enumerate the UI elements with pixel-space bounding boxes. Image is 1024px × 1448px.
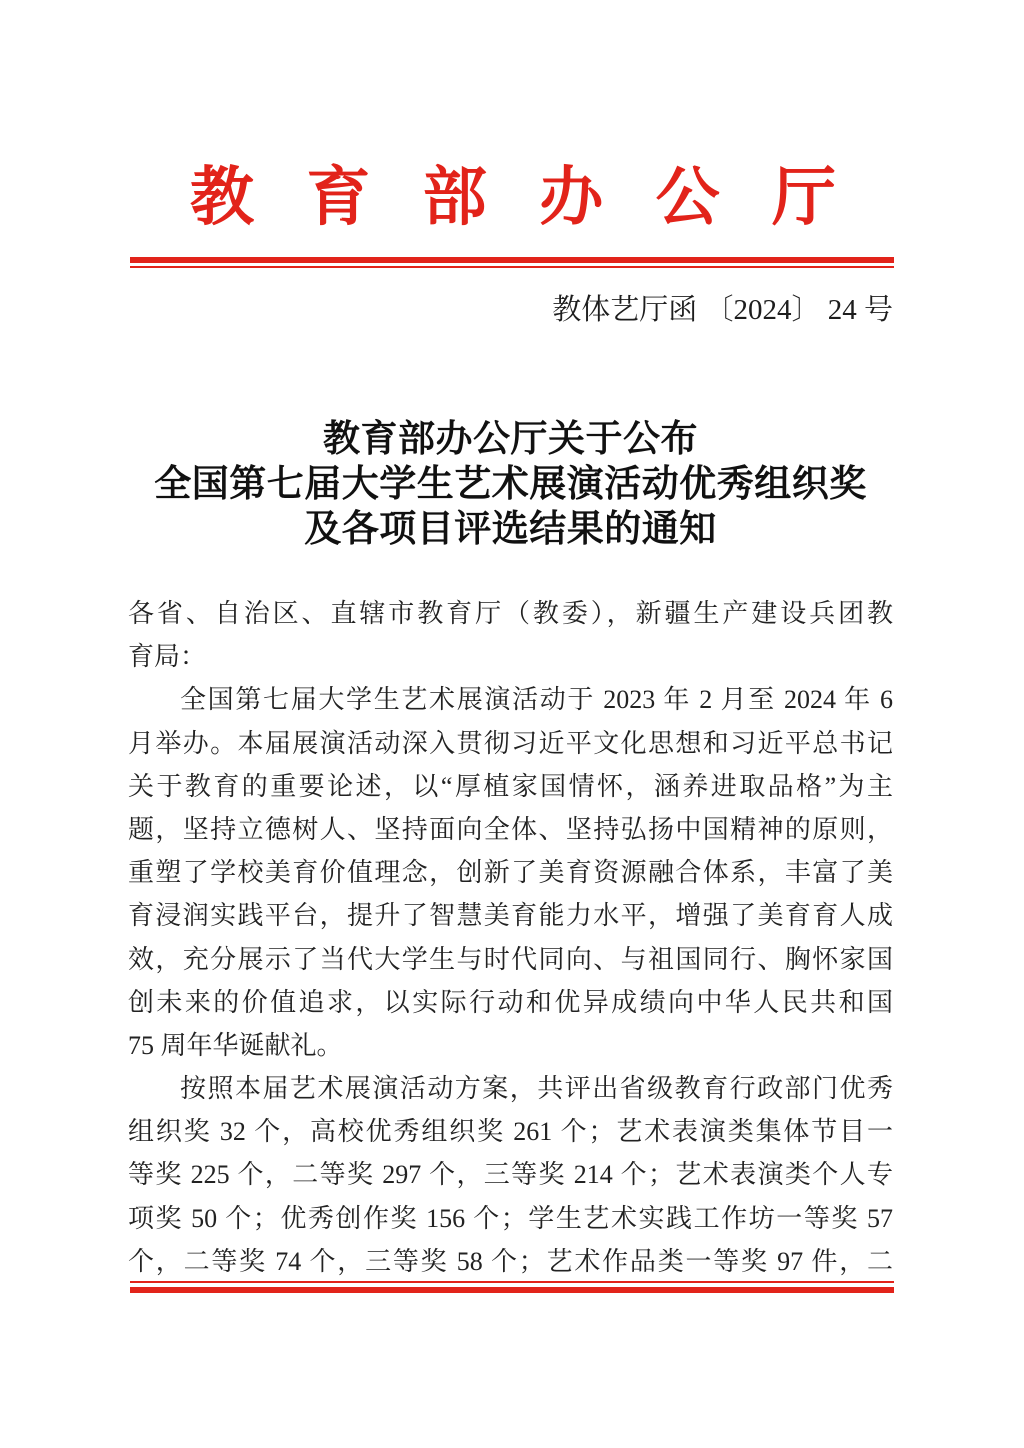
header-rule-thick [130,257,894,263]
body-text-line: 等奖 225 个，二等奖 297 个，三等奖 214 个；艺术表演类个人专 [128,1160,893,1190]
body-text-line: 育局： [128,642,207,672]
body-text-line: 重塑了学校美育价值理念，创新了美育资源融合体系，丰富了美 [128,858,893,888]
document-title [128,417,893,552]
header-rule-thin [130,266,894,268]
document-title-line: 及各项目评选结果的通知 [304,509,717,550]
document-title-line: 全国第七届大学生艺术展演活动优秀组织奖 [154,464,867,505]
document-title-line: 教育部办公厅关于公布 [323,419,698,460]
footer-rule-thick [130,1287,894,1293]
body-text-line: 75 周年华诞献礼。 [128,1030,343,1060]
footer-rule-thin [130,1281,894,1283]
body-text-line: 个，二等奖 74 个，三等奖 58 个；艺术作品类一等奖 97 件，二 [128,1246,893,1276]
body-text-line: 关于教育的重要论述，以“厚植家国情怀，涵养进取品格”为主 [128,771,893,801]
body-text-line: 全国第七届大学生艺术展演活动于 2023 年 2 月至 2024 年 6 [180,685,893,715]
body-text-line: 各省、自治区、直辖市教育厅（教委），新疆生产建设兵团教 [128,599,893,628]
body-text-line: 组织奖 32 个，高校优秀组织奖 261 个；艺术表演类集体节目一 [128,1117,893,1147]
document-number: 教体艺厅函 〔2024〕 24 号 [552,294,893,326]
body-text-line: 创未来的价值追求，以实际行动和优异成绩向中华人民共和国 [128,987,893,1017]
body-text-line: 效，充分展示了当代大学生与时代同向、与祖国同行、胸怀家国 [128,944,893,974]
issuer-heading: 教育部办公厅 [190,162,836,233]
body-text-line: 月举办。本届展演活动深入贯彻习近平文化思想和习近平总书记 [128,728,893,758]
document-body [128,592,893,1283]
body-text-line: 项奖 50 个；优秀创作奖 156 个；学生艺术实践工作坊一等奖 57 [128,1203,893,1233]
body-text-line: 题，坚持立德树人、坚持面向全体、坚持弘扬中国精神的原则， [128,814,893,844]
body-text-line: 育浸润实践平台，提升了智慧美育能力水平，增强了美育育人成 [128,901,893,931]
body-text-line: 按照本届艺术展演活动方案，共评出省级教育行政部门优秀 [180,1074,893,1104]
